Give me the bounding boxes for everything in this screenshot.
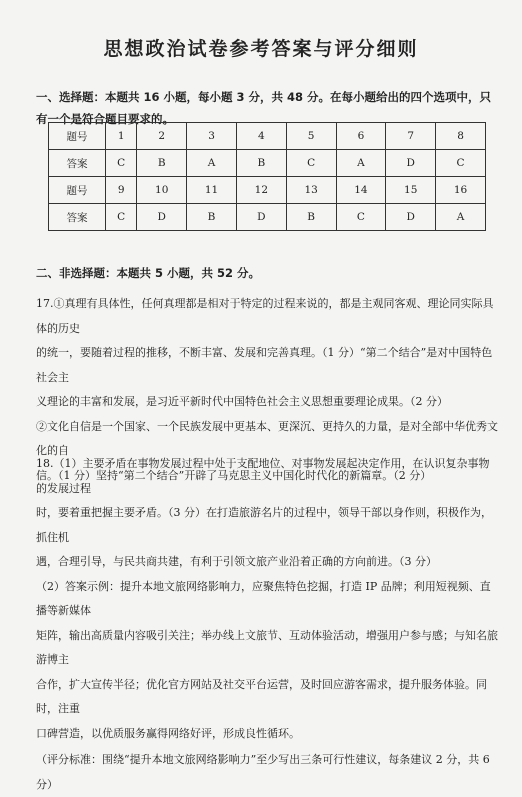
answer-cell: C (286, 150, 336, 177)
answer-cell: C (336, 204, 386, 231)
answer-cell: C (106, 204, 137, 231)
answer-cell: 4 (236, 123, 286, 150)
answer-cell: D (386, 150, 436, 177)
answer-cell: 15 (386, 177, 436, 204)
answer-table-row (49, 123, 486, 150)
q18-line-3: 遇，合理引导，与民共商共建，有利于引领文旅产业沿着正确的方向前进。（3 分） (36, 555, 437, 568)
answer-cell: 16 (436, 177, 486, 204)
answer-table (48, 122, 486, 231)
q18-line-5: 矩阵，输出高质量内容吸引关注；举办线上文旅节、互动体验活动，增强用户参与感；与知名旅游博主 (36, 628, 498, 666)
q18-line-4: （2）答案示例：提升本地文旅网络影响力，应聚焦特色挖掘，打造 IP 品牌；利用短视频、直播等新媒体 (36, 579, 491, 617)
row-label: 答案 (49, 150, 106, 177)
answer-cell: 3 (187, 123, 237, 150)
answer-cell: D (137, 204, 187, 231)
answer-cell: 8 (436, 123, 486, 150)
answer-cell: A (187, 150, 237, 177)
answer-table-row (49, 204, 486, 231)
q18-scoring-note: （评分标准：围绕“提升本地文旅网络影响力”至少写出三条可行性建议，每条建议 2 分，共 6 分） (36, 753, 490, 791)
q17-line-3: 义理论的丰富和发展，是习近平新时代中国特色社会主义思想重要理论成果。（2 分） (36, 395, 448, 408)
answer-cell: 14 (336, 177, 386, 204)
answer-cell: C (436, 150, 486, 177)
q17-line-4: ②文化自信是一个国家、一个民族发展中更基本、更深沉、更持久的力量，是对全部中华优秀文化的自 (36, 419, 498, 457)
answer-cell: B (137, 150, 187, 177)
answer-cell: B (236, 150, 286, 177)
answer-cell: B (286, 204, 336, 231)
question-18 (36, 452, 498, 797)
answer-cell: B (187, 204, 237, 231)
row-label: 题号 (49, 123, 106, 150)
page-title: 思想政治试卷参考答案与评分细则 (103, 38, 419, 60)
q18-line-6: 合作，扩大宣传半径；优化官方网站及社交平台运营，及时回应游客需求，提升服务体验。同时，注重 (36, 677, 487, 715)
answer-cell: 13 (286, 177, 336, 204)
q17-line-2: 的统一，要随着过程的推移，不断丰富、发展和完善真理。（1 分）“第二个结合”是对中国特色社会主 (36, 346, 493, 384)
q18-line-2: 时，要着重把握主要矛盾。（3 分）在打造旅游名片的过程中，领导干部以身作则，积极作为，抓住机 (36, 506, 492, 544)
answer-cell: 12 (236, 177, 286, 204)
answer-cell: D (236, 204, 286, 231)
answer-table-row (49, 177, 486, 204)
answer-cell: D (386, 204, 436, 231)
answer-cell: 9 (106, 177, 137, 204)
answer-table-row (49, 150, 486, 177)
answer-cell: C (106, 150, 137, 177)
answer-cell: 6 (336, 123, 386, 150)
answer-cell: 5 (286, 123, 336, 150)
q18-line-1: 18.（1）主要矛盾在事物发展过程中处于支配地位、对事物发展起决定作用，在认识复杂事物的发展过程 (36, 457, 490, 495)
section2-heading: 二、非选择题：本题共 5 小题，共 52 分。 (36, 266, 261, 280)
q18-line-7: 口碑营造，以优质服务赢得网络好评，形成良性循环。 (36, 726, 300, 740)
answer-cell: A (336, 150, 386, 177)
q17-line-5: 信。（1 分）坚持“第二个结合”开辟了马克思主义中国化时代化的新篇章。（2 分） (36, 468, 432, 482)
answer-cell: 1 (106, 123, 137, 150)
row-label: 题号 (49, 177, 106, 204)
answer-cell: 2 (137, 123, 187, 150)
q17-line-1: 17.①真理有具体性，任何真理都是相对于特定的过程来说的，都是主观同客观、理论同实际具体的历史 (36, 297, 494, 335)
answer-cell: 11 (187, 177, 237, 204)
answer-cell: A (436, 204, 486, 231)
answer-cell: 10 (137, 177, 187, 204)
section1-heading: 一、选择题：本题共 16 小题，每小题 3 分，共 48 分。在每小题给出的四个选项中，只有一个是符合题目要求的。 (36, 90, 492, 126)
row-label: 答案 (49, 204, 106, 231)
answer-cell: 7 (386, 123, 436, 150)
